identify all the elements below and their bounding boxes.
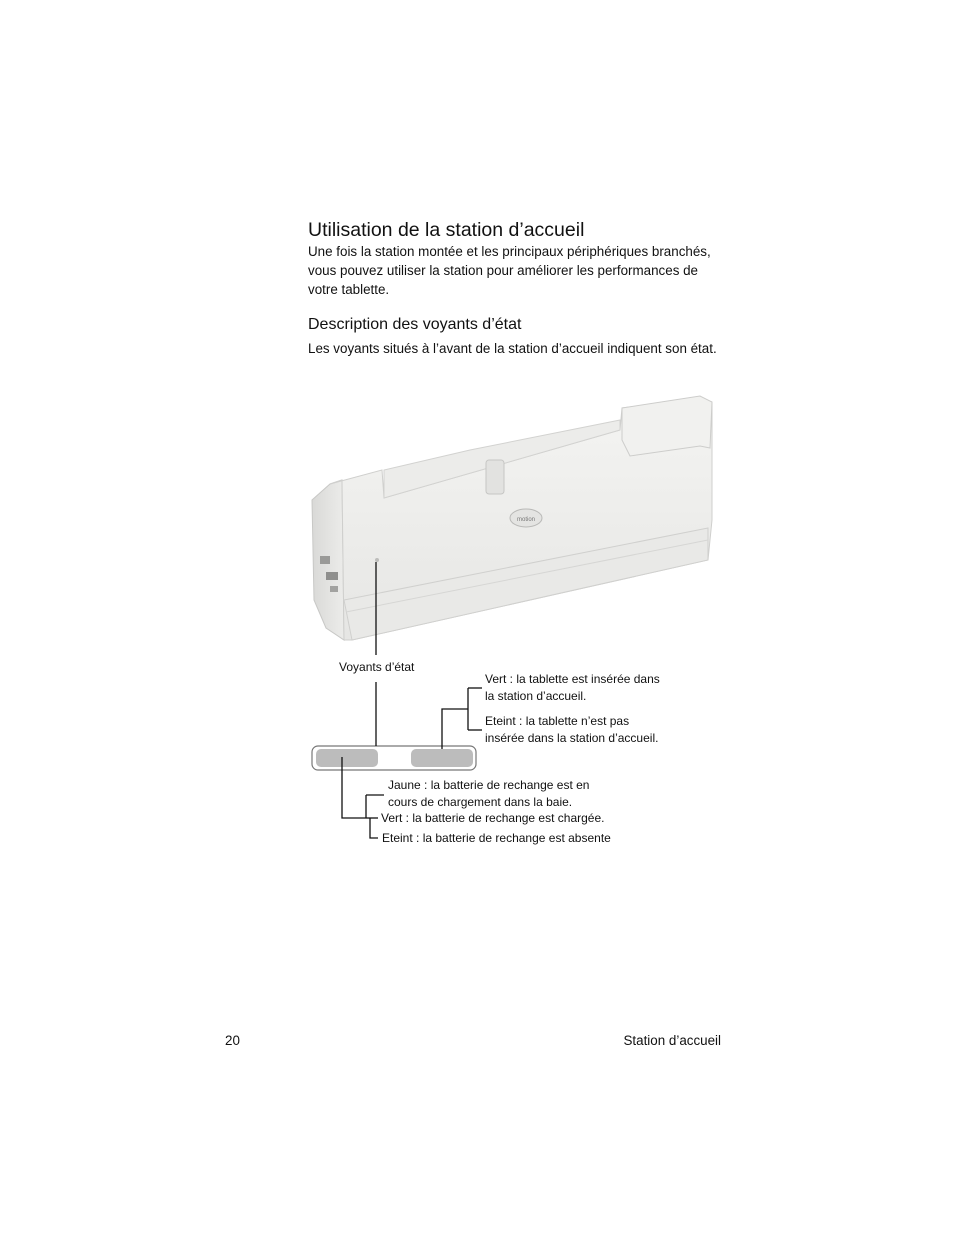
status-leds-label: Voyants d’état [339,660,415,674]
battery-yellow-line-2: cours de chargement dans la baie. [388,794,573,809]
tablet-off-label [485,713,658,746]
battery-yellow-label [388,777,589,810]
battery-off-label: Eteint : la batterie de rechange est absente [382,831,611,845]
footer-section-title: Station d’accueil [623,1033,721,1048]
tablet-green-line-2: la station d’accueil. [485,688,587,703]
battery-led [316,749,378,767]
tablet-green-line-1: Vert : la tablette est insérée dans [485,672,660,686]
tablet-led [411,749,473,767]
section-heading: Description des voyants d’état [308,316,522,333]
tablet-green-label [485,671,660,704]
svg-text:motion: motion [516,517,536,523]
tablet-off-line-2: insérée dans la station d’accueil. [485,730,659,745]
status-led-panel [312,746,476,770]
battery-yellow-line-1: Jaune : la batterie de rechange est en [388,778,590,792]
intro-paragraph: Une fois la station montée et les principaux périphériques branchés, vous pouvez utiliser la station pour améliorer les performances de votre tablette. [308,244,711,297]
battery-green-label: Vert : la batterie de rechange est chargée. [381,811,605,825]
tablet-off-line-1: Eteint : la tablette n’est pas [485,714,630,728]
page-title: Utilisation de la station d’accueil [308,219,585,241]
page-number: 20 [225,1033,240,1048]
section-paragraph: Les voyants situés à l’avant de la station d’accueil indiquent son état. [308,341,717,356]
docking-station-image [312,396,712,640]
